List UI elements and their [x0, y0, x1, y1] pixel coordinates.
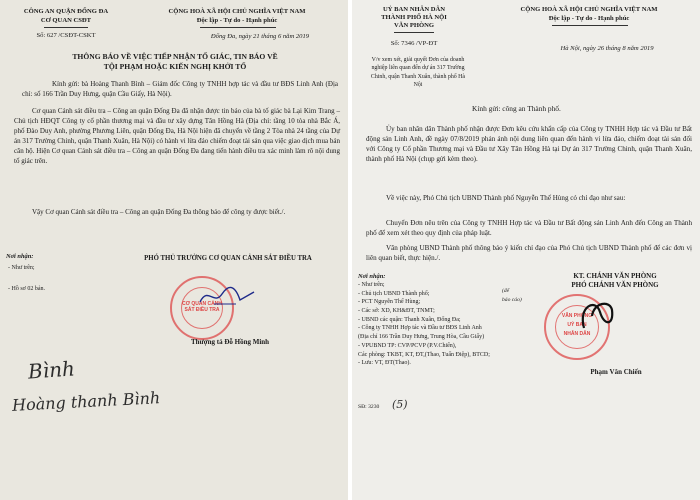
- left-recipients-list: [8, 264, 108, 293]
- left-stamp-text: CƠ QUAN CẢNH SÁT ĐIỀU TRA: [182, 301, 222, 313]
- right-recipient-item: (Địa chỉ 166 Trần Duy Hưng, Trung Hòa, Cầu Giấy): [358, 334, 485, 341]
- left-title-line2: TỘI PHẠM HOẶC KIẾN NGHỊ KHỞI TỐ: [103, 62, 247, 71]
- left-recipients-label: Nơi nhận:: [6, 253, 34, 260]
- right-body3: Chuyển Đơn nêu trên của Công ty TNHH Hợp tác và Đầu tư Bất động sản Linh Anh đến Công an Thành phố để xem xét theo quy định của pháp luật.: [366, 219, 692, 238]
- left-body1: Cơ quan Cảnh sát điều tra – Công an quận Đống Đa đã nhận được tin báo của bà tố giác bà Lại Kim Trang – Chủ tịch HĐQT Công ty cổ phần thương mại và đầu tư xây dựng Tân Hồng Hà (Địa chỉ: tầng 10 tòa nhà Bắc Á, phố Đào Duy Anh, phường Phương Liên, quận Đống Đa, Hà Nội hiện đã chuyển về tầng 2 Tòa nhà 24 tầng của Dự án 317 Trường Chinh, quận Thanh Xuân, Hà Nội) có hành vi lừa đảo chiếm đoạt tài sản qua việc giao dịch mua bán căn hộ. Hiện Cơ quan Cảnh sát điều tra – Công an quận Đống Đa đang tiến hành điều tra xác minh làm rõ nội dung tố giác trên.: [14, 107, 340, 165]
- right-recipients-label: Nơi nhận:: [358, 273, 386, 280]
- right-body4: Văn phòng UBND Thành phố thông báo ý kiến chỉ đạo của Phó Chủ tịch UBND Thành phố để các đơn vị liên quan biết, thực hiện./.: [366, 244, 692, 263]
- right-agency-underline: [394, 32, 434, 33]
- right-agency-line1: UỶ BAN NHÂN DÂN: [382, 6, 446, 13]
- right-signature-mark: [574, 296, 620, 336]
- right-note-bracket1: (để: [502, 288, 510, 294]
- right-signer-title1: KT. CHÁNH VĂN PHÒNG: [573, 272, 657, 280]
- left-agency-line1: CÔNG AN QUẬN ĐỐNG ĐA: [23, 8, 109, 15]
- right-signer-name: Phạm Văn Chiến: [590, 368, 642, 376]
- right-motto: Độc lập - Tự do - Hạnh phúc: [548, 15, 630, 22]
- right-stamp-text-1: VĂN PHÒNG: [561, 313, 593, 319]
- right-body1: Ủy ban nhân dân Thành phố nhận được Đơn kêu cứu khẩn cấp của Công ty TNHH Hợp tác và Đầu tư Bất động sản Linh Anh, đề ngày 07/8/2019 phản ánh nội dung liên quan đến hành vi lừa đảo, chiếm đoạt tài sản đối với Công ty Cổ phần Thương mại và Đầu tư Xây Tân Hồng Hà tại Dự án 317 Trường Chinh, quận Thanh Xuân, thành phố Hà Nội (chụp gửi kèm theo).: [366, 125, 692, 164]
- right-recipient-item: - Chủ tịch UBND Thành phố;: [358, 290, 430, 297]
- left-handwritten-sign: Bình: [27, 356, 76, 384]
- right-greeting: Kính gửi: công an Thành phố.: [472, 104, 561, 113]
- right-stamp-text-3: NHÂN DÂN: [563, 331, 591, 337]
- right-agency-line3: VĂN PHÒNG: [393, 22, 435, 29]
- right-note-bracket2: báo cáo): [502, 297, 522, 303]
- right-handwritten-count: (5): [392, 398, 408, 411]
- right-subject: V/v xem xét, giải quyết Đơn của doanh nghiệp liên quan đến dự án 317 Trường Chinh, quận Thanh Xuân, thành phố Hà Nội: [370, 57, 466, 88]
- right-recipient-item: - Như trên;: [358, 282, 385, 288]
- right-recipient-item: Các phòng: TKBT, KT, ĐT,(Thao, Tuấn Điệp), BTCD;: [358, 351, 490, 358]
- right-signer-title2: PHÓ CHÁNH VĂN PHÒNG: [571, 281, 659, 289]
- right-reference-code: SĐ: 3230: [358, 404, 380, 410]
- right-body2: Về việc này, Phó Chủ tịch UBND Thành phố Nguyễn Thế Hùng có chỉ đạo như sau:: [386, 194, 626, 202]
- right-date: Hà Nội, ngày 26 tháng 8 năm 2019: [560, 45, 654, 52]
- left-motto: Độc lập - Tự do - Hạnh phúc: [196, 17, 278, 24]
- right-agency-line2: THÀNH PHỐ HÀ NỘI: [381, 14, 447, 21]
- right-national-title: CỘNG HOÀ XÃ HỘI CHỦ NGHĨA VIỆT NAM: [520, 6, 658, 13]
- left-number: Số: 627 /CSĐT-CSKT: [36, 32, 96, 39]
- right-motto-underline: [552, 25, 628, 26]
- left-motto-underline: [200, 27, 276, 28]
- left-title-line1: THÔNG BÁO VỀ VIỆC TIẾP NHẬN TỐ GIÁC, TIN BÁO VỀ: [72, 52, 278, 61]
- left-agency-underline: [44, 27, 88, 28]
- left-recipient-item: - Như trên;: [8, 265, 35, 271]
- left-document: [0, 0, 348, 500]
- right-recipient-item: - UBND các quận: Thanh Xuân, Đống Đa;: [358, 316, 461, 323]
- right-stamp-text-2: UỶ BAN: [567, 322, 587, 328]
- left-body2: Vậy Cơ quan Cảnh sát điều tra – Công an quận Đống Đa thông báo để công ty được biết./.: [32, 208, 286, 216]
- left-signer-title: PHÓ THỦ TRƯỞNG CƠ QUAN CẢNH SÁT ĐIỀU TRA: [144, 255, 312, 262]
- right-recipient-item: - VPUBND TP: CVP/PCVP (P.V.Chiến),: [358, 342, 457, 349]
- left-recipient-item: - Hồ sơ 02 bản.: [8, 285, 46, 292]
- right-recipient-item: - Lưu: VT, ĐT(Thao).: [358, 360, 411, 367]
- left-handwritten-name: Hoàng thanh Bình: [11, 388, 161, 415]
- left-signature-mark: [196, 282, 258, 310]
- left-signer-name: Thượng tá Đỗ Hồng Minh: [190, 338, 270, 346]
- right-recipient-item: - Công ty TNHH Hợp tác và Đầu tư BĐS Linh Anh: [358, 325, 482, 332]
- left-greeting: Kính gửi: bà Hoàng Thanh Bình – Giám đốc Công ty TNHH hợp tác và đầu tư BĐS Linh Anh (Địa chỉ: số 166 Trần Duy Hưng, quận Cầu Giấy, Hà Nội).: [22, 80, 338, 98]
- left-national-title: CỘNG HOÀ XÃ HỘI CHỦ NGHĨA VIỆT NAM: [168, 8, 306, 15]
- right-document: [352, 0, 700, 500]
- right-recipient-item: - PCT Nguyễn Thế Hùng;: [358, 299, 421, 306]
- right-recipient-item: - Các sở: XD, KH&ĐT, TNMT;: [358, 308, 435, 315]
- right-number: Số: 7346 /VP-ĐT: [390, 40, 438, 47]
- left-date: Đống Đa, ngày 21 tháng 6 năm 2019: [210, 33, 310, 40]
- left-agency-line2: CƠ QUAN CSĐT: [40, 17, 92, 24]
